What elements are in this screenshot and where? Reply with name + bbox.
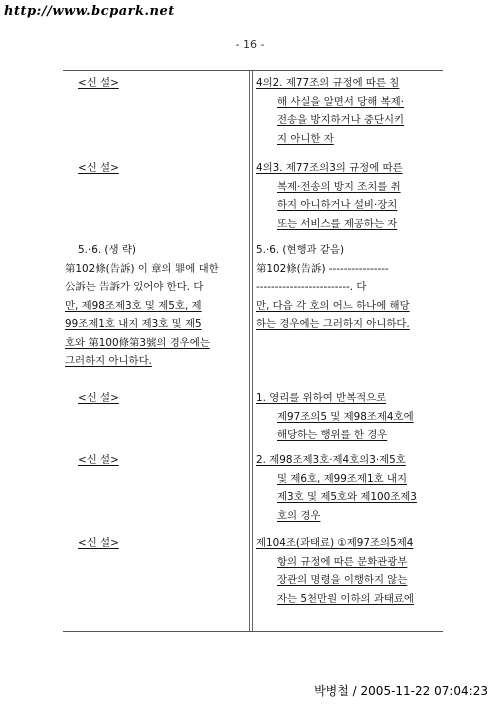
text-line: 5.·6. (생 략) [78,244,136,256]
right-clause-4-3 [256,159,441,233]
author-timestamp: 박병철 / 2005-11-22 07:04:23 [314,684,488,698]
text-line: 그러하지 아니하다. [65,355,152,367]
left-new-label: <신 설> [78,392,119,404]
left-new-label: <신 설> [78,537,119,549]
text-line: 제104조(과태료) ①제97조의5제4 [256,537,414,549]
text-line: 99조제1호 내지 제3호 및 제5 [65,318,202,330]
text-line: 第102條(告訴) 이 章의 罪에 대한 [65,262,219,275]
text-line: 호의 경우 [277,509,321,522]
text-line: 또는 서비스를 제공하는 자 [277,217,398,230]
text-line: 해당하는 행위를 한 경우 [277,429,388,441]
text-line: 만, 다음 각 호의 어느 하나에 해당 [256,299,410,312]
left-new-label: <신 설> [78,77,119,89]
text-line: 항의 규정에 따른 문화관광부 [277,555,408,568]
right-clause-4-2 [256,74,441,148]
text-line: 4의2. 제77조의 규정에 따른 침 [256,77,400,89]
text-line: 하지 아니하거나 설비·장치 [277,199,398,211]
comparison-table [63,70,443,632]
text-line: 전송을 방지하거나 중단시키 [277,114,405,126]
text-line: 公訴는 告訴가 있어야 한다. 다 [65,281,204,293]
text-line: -------------------------. 다 [256,281,367,293]
text-line: 만, 제98조제3호 및 제5호, 제 [65,299,202,312]
right-article-104 [256,534,441,608]
text-line: 장관의 명령을 이행하지 않는 [277,574,408,586]
text-line: 및 제6호, 제99조제1호 내지 [277,472,407,485]
header-url: http://www.bcpark.net [4,4,175,19]
text-line: 해 사실을 알면서 당해 복제· [277,95,404,108]
text-line: 제97조의5 및 제98조제4호에 [277,410,414,423]
text-line: 第102條(告訴) ---------------- [256,262,389,275]
text-line: 제3호 및 제5호와 제100조제3 [277,491,417,503]
text-line: 하는 경우에는 그러하지 아니하다. [256,318,410,330]
left-article-102 [65,241,247,371]
right-article-102 [256,241,441,334]
text-line: 2. 제98조제3호·제4호의3·제5호 [256,454,406,466]
text-line: 4의3. 제77조의3의 규정에 따른 [256,162,403,174]
right-item-1 [256,389,441,445]
left-new-label: <신 설> [78,454,119,466]
text-line: 1. 영리를 위하여 반복적으로 [256,392,387,404]
page-number: - 16 - [235,38,265,51]
text-line: 복제·전송의 방지 조치를 취 [277,180,401,193]
text-line: 5.·6. (현행과 같음) [256,244,345,256]
text-line: 지 아니한 자 [277,132,334,145]
text-line: 자는 5천만원 이하의 과태료에 [277,592,414,605]
right-item-2 [256,451,441,525]
left-new-label: <신 설> [78,162,119,174]
text-line: 호와 第100條第3號의 경우에는 [65,336,210,349]
